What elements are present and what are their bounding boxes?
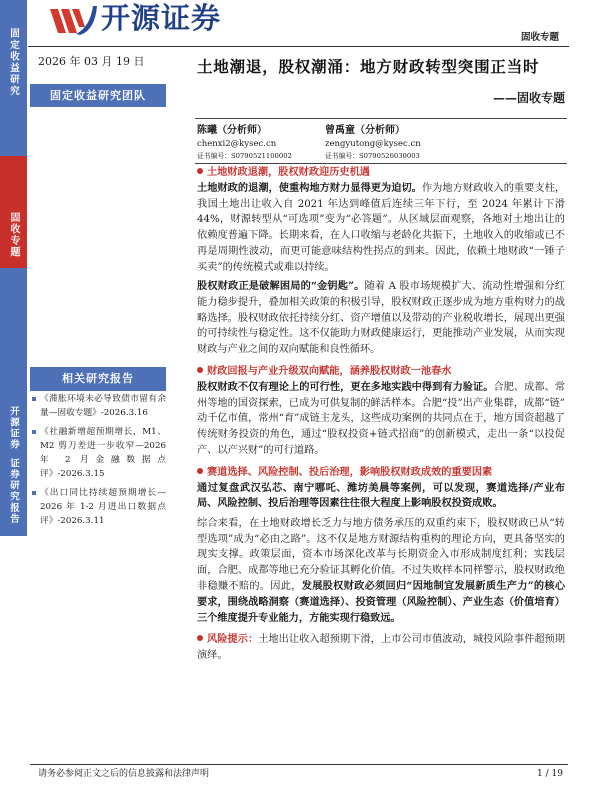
paragraph: [197, 516, 565, 627]
paragraph-text: 合肥、成都、常州等地的国资探索，已成为可供复制的鲜活样本。合肥“投”出产业集群，成都“链”动千亿市值，常州“育”成链主龙头，这些成功案例的共同点在于，地方国资超越了传统财务投资的角色，通过“股权投资+链式招商”的创新模式，走出一条“以投促产、以产兴财”的可行道路。: [197, 381, 566, 457]
bullet-icon: [32, 397, 36, 401]
analyst-certificate: 证书编号：S0790526030003: [325, 152, 420, 160]
section-heading: [197, 364, 565, 380]
paragraph: [197, 380, 565, 459]
sidebar-research-label: 固定收益研究: [8, 28, 19, 97]
report-subtitle: ——固收专题: [492, 91, 565, 105]
risk-text: 土地出让收入超预期下滑，上市公司市值波动，城投风险事件超预期演绎。: [197, 634, 566, 662]
sidebar-report-type-label: 固收专题: [8, 212, 19, 259]
page-number: 1 / 19: [537, 769, 563, 779]
paragraph-conclusion: 发展股权财政必须回归“因地制宜发展新质生产力”的核心要求，围绕战略洞察（赛道选择）、投资管理（风险控制）、产业生态（价值培育）三个维度提升专业能力，方能实现行稳致远。: [197, 579, 566, 624]
bullet-icon: [197, 635, 203, 641]
bullet-icon: [197, 468, 203, 474]
sidebar-brand-label: 开源证券: [8, 406, 19, 451]
related-report-title: 《社融新增超预期增长，M1、M2 剪刀差进一步收窄—2026 年 2 月金融数据点评》-2026.3.15: [40, 427, 166, 479]
analyst-email: zengyutong@kysec.cn: [325, 139, 421, 149]
paragraph: [197, 279, 565, 358]
related-report-title: 《滞胀环境未必导致债市留有余量—固收专题》-2026.3.16: [40, 394, 166, 418]
related-reports-heading: 相关研究报告: [30, 367, 166, 391]
title-divider: [195, 118, 567, 119]
related-report-title: 《出口同比持续超预期增长—2026 年 1-2 月进出口数据点评》-2026.3.11: [40, 488, 166, 526]
bullet-icon: [32, 430, 36, 434]
paragraph-lead: 土地财政的退潮，使重构地方财力显得更为迫切。: [197, 181, 422, 194]
analyst-divider: [195, 163, 567, 164]
section-heading-text: 土地财政退潮，股权财政迎历史机遇: [207, 166, 370, 178]
logo-text: 开源证券: [101, 1, 222, 35]
paragraph: [197, 181, 565, 276]
paragraph-text: 作为地方财政收入的重要支柱，我国土地出让收入自 2021 年达到峰值后连续三年下行，至 2024 年累计下滑 44%，财源转型从“可选项”变为“必答题”。从区域层面观察，各地对土地出让的依赖度普遍下降。长期来看，在人口收缩与老龄化共振下，土地收入的收缩或已不再是周期性波动，而更可能意味结构性拐点的到来。因此，依赖土地财政“一锤子买卖”的传统模式或难以持续。: [197, 182, 566, 273]
paragraph-text: 随着 A 股市场规模扩大、流动性增强和分红能力稳步提升，叠加相关政策的积极引导，股权财政正逐步成为地方重构财力的战略选择。股权财政依托持续分红、资产增值以及带动的产业税收增长，展现出更强的可持续性与稳定性。这不仅能助力财政健康运行，更能推动产业发展，从而实现财政与产业之间的双向赋能和良性循环。: [197, 281, 565, 356]
footer-disclaimer: 请务必参阅正文之后的信息披露和法律声明: [38, 769, 210, 779]
analyst-card: [197, 124, 322, 161]
footer-divider: [30, 764, 568, 765]
report-summary: [197, 165, 565, 667]
paragraph: [197, 481, 565, 513]
report-date: 2026 年 03 月 19 日: [38, 55, 145, 68]
related-report-item: [31, 392, 166, 420]
section-heading-text: 赛道选择、风险控制、投后治理，影响股权财政成效的重要因素: [207, 465, 493, 478]
risk-label: 风险提示：: [207, 633, 259, 646]
report-type-label: 固收专题: [521, 32, 560, 43]
logo-icon: [48, 3, 98, 35]
team-label: 固定收益研究团队: [30, 84, 166, 107]
related-report-item: [31, 425, 166, 481]
analyst-name: 曾禹童（分析师）: [325, 125, 405, 136]
paragraph-lead: 通过复盘武汉弘芯、南宁哪吒、潍坊美晨等案例，可以发现，赛道选择/产业布局、风险控制、投后治理等因素往往很大程度上影响股权投资成败。: [197, 481, 565, 510]
bullet-icon: [197, 168, 203, 174]
related-report-item: [31, 486, 166, 528]
sidebar-report-label: 证券研究报告: [8, 458, 19, 525]
section-heading: [197, 165, 565, 181]
report-title: 土地潮退，股权潮涌：地方财政转型突围正当时: [197, 57, 540, 76]
sidebar-top-band: [0, 0, 27, 156]
section-heading: [197, 465, 565, 481]
paragraph-lead: 股权财政不仅有理论上的可行性，更在多地实践中得到有力验证。: [197, 380, 494, 393]
paragraph-text: 综合来看，在土地财政增长乏力与地方债务承压的双重约束下，股权财政已从“转型选项”成为“必由之路”。这不仅是地方财源结构重构的理论方向，更具备坚实的现实支撑。政策层面，资本市场深化改革与长期资金入市形成制度红利；实践层面，合肥、成都等地已充分验证其孵化价值。不过失败样本同样警示，股权财政绝非稳赚不赔的。因此，: [197, 517, 565, 592]
related-reports-list: [31, 392, 166, 533]
analyst-certificate: 证书编号：S0790521100002: [197, 152, 292, 160]
analyst-name: 陈曦（分析师）: [197, 125, 267, 136]
bullet-icon: [32, 491, 36, 495]
paragraph-lead: 股权财政正是破解困局的“金钥匙”。: [197, 280, 365, 293]
section-heading-text: 财政回报与产业升级双向赋能，涵养股权财政一池春水: [207, 365, 452, 378]
analyst-card: [325, 124, 450, 161]
header-divider: [28, 46, 569, 47]
risk-warning: [197, 632, 565, 664]
analyst-email: chenxi2@kysec.cn: [197, 139, 277, 149]
bullet-icon: [197, 367, 203, 373]
